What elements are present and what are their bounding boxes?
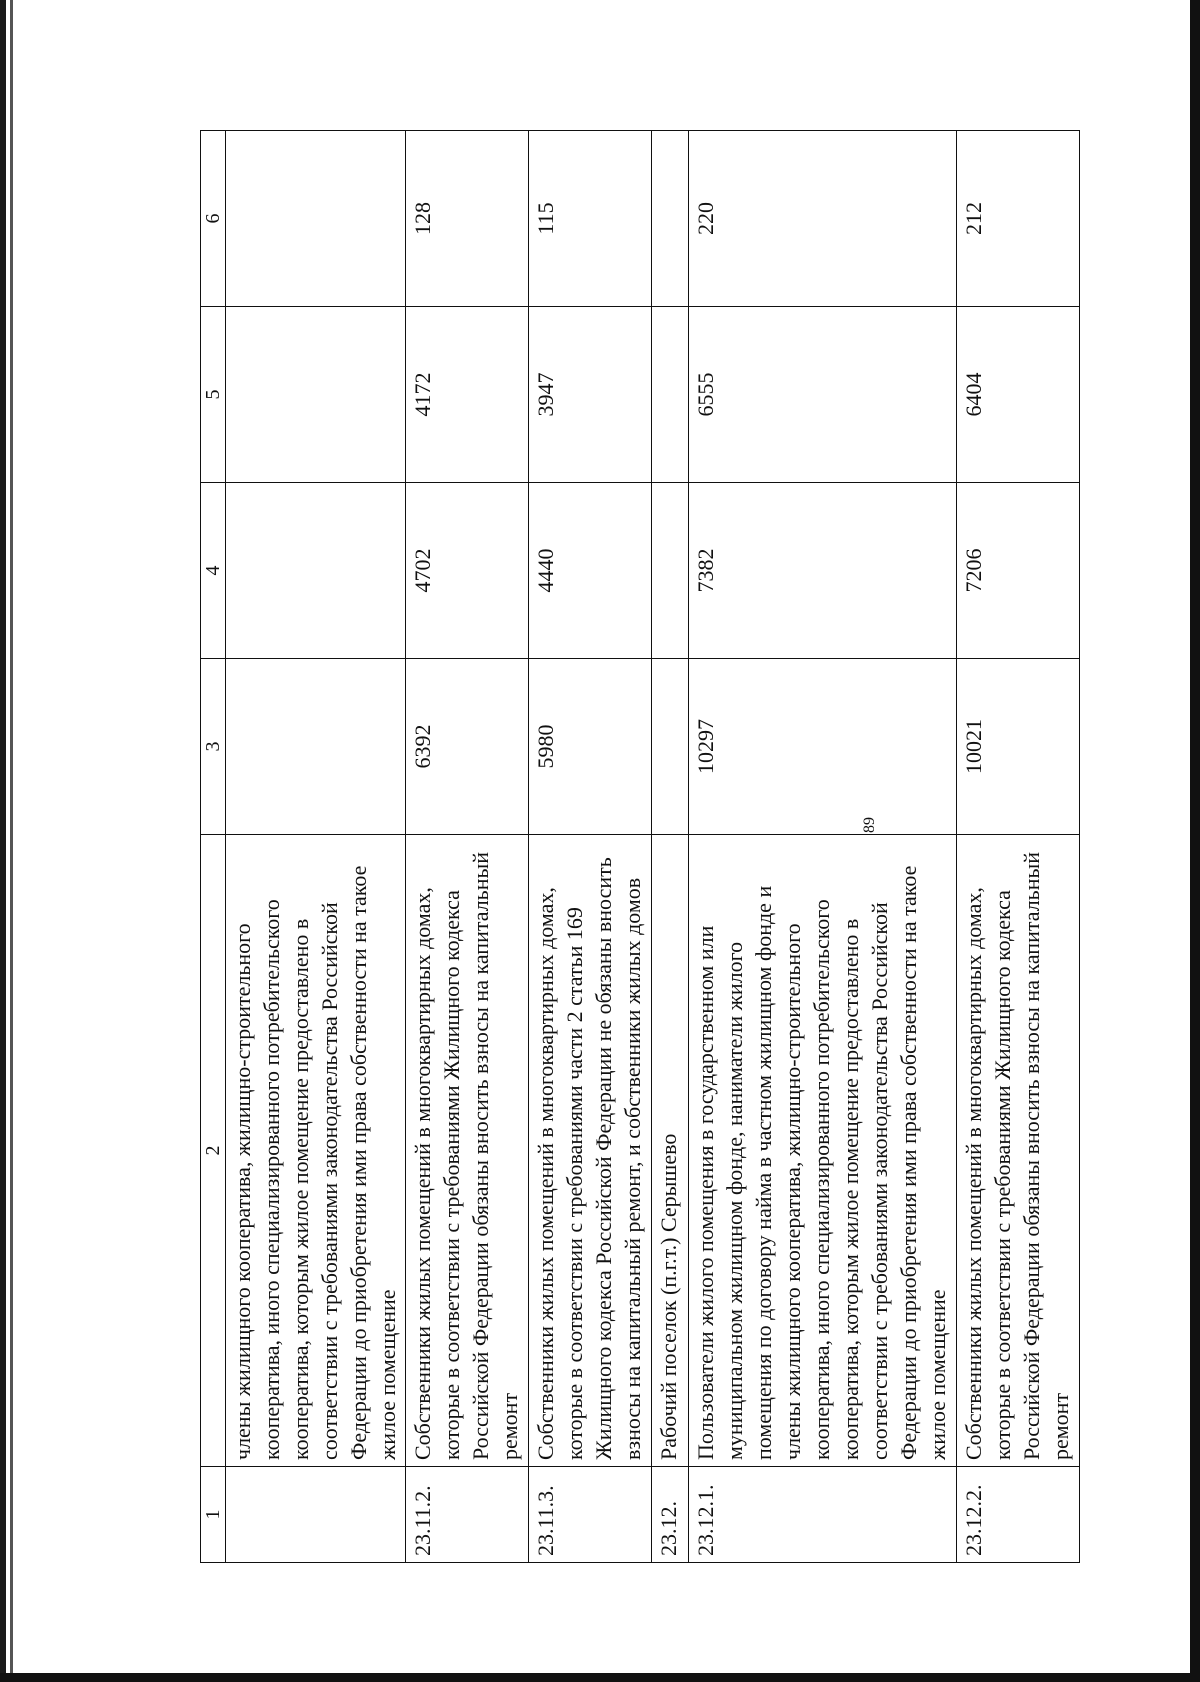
row-description: Рабочий поселок (п.г.т.) Серышево bbox=[652, 835, 688, 1467]
row-code: 23.11.2. bbox=[406, 1467, 529, 1563]
row-value-col6: 220 bbox=[688, 131, 956, 307]
row-value-col6 bbox=[652, 131, 688, 307]
scan-edge-left-inner bbox=[10, 0, 13, 1682]
row-description: члены жилищного кооператива, жилищно-строительного кооператива, иного специализированного потребительского кооператива, которым жилое помещение предоставлено в соответствии с требованиями законодательства Российской Федерации до приобретения ими права собственности на такое жилое помещение bbox=[226, 835, 406, 1467]
header-col-4: 4 bbox=[201, 483, 226, 659]
scan-edge-bottom bbox=[0, 1673, 1200, 1682]
rotated-table-container bbox=[200, 131, 1080, 1563]
row-code: 23.11.3. bbox=[529, 1467, 652, 1563]
row-value-col5 bbox=[652, 307, 688, 483]
row-code: 23.12. bbox=[652, 1467, 688, 1563]
row-value-col3: 5980 bbox=[529, 659, 652, 835]
header-col-6: 6 bbox=[201, 131, 226, 307]
row-value-col4: 7206 bbox=[956, 483, 1079, 659]
row-value-col6: 212 bbox=[956, 131, 1079, 307]
row-description: Собственники жилых помещений в многоквартирных домах, которые в соответствии с требованиями Жилищного кодекса Российской Федерации обязаны вносить взносы на капитальный ремонт bbox=[956, 835, 1079, 1467]
page-number: 89 bbox=[861, 817, 878, 833]
row-description: Собственники жилых помещений в многоквартирных домах, которые в соответствии с требованиями Жилищного кодекса Российской Федерации обязаны вносить взносы на капитальный ремонт bbox=[406, 835, 529, 1467]
row-value-col4 bbox=[226, 483, 406, 659]
row-value-col4: 4440 bbox=[529, 483, 652, 659]
scan-edge-right bbox=[1190, 0, 1200, 1682]
row-value-col5: 4172 bbox=[406, 307, 529, 483]
row-value-col6: 128 bbox=[406, 131, 529, 307]
row-value-col3: 6392 bbox=[406, 659, 529, 835]
header-col-3: 3 bbox=[201, 659, 226, 835]
row-code: 23.12.2. bbox=[956, 1467, 1079, 1563]
header-col-5: 5 bbox=[201, 307, 226, 483]
table-row bbox=[226, 131, 406, 1563]
row-value-col3: 10021 bbox=[956, 659, 1079, 835]
table-row bbox=[406, 131, 529, 1563]
table-row bbox=[652, 131, 688, 1563]
row-value-col6: 115 bbox=[529, 131, 652, 307]
row-description: Собственники жилых помещений в многоквартирных домах, которые в соответствии с требованиями части 2 статьи 169 Жилищного кодекса Российской Федерации не обязаны вносить взносы на капитальный ремонт, и собственники жилых домов bbox=[529, 835, 652, 1467]
row-value-col5: 6555 bbox=[688, 307, 956, 483]
row-value-col4 bbox=[652, 483, 688, 659]
row-value-col4: 7382 bbox=[688, 483, 956, 659]
table-row bbox=[529, 131, 652, 1563]
row-value-col6 bbox=[226, 131, 406, 307]
row-code: 23.12.1. bbox=[688, 1467, 956, 1563]
header-col-1: 1 bbox=[201, 1467, 226, 1563]
table-row bbox=[688, 131, 956, 1563]
header-col-2: 2 bbox=[201, 835, 226, 1467]
row-value-col3: 10297 bbox=[688, 659, 956, 835]
table-row bbox=[956, 131, 1079, 1563]
row-value-col3 bbox=[226, 659, 406, 835]
table-header-row bbox=[201, 131, 226, 1563]
scan-edge-left bbox=[0, 0, 6, 1682]
row-value-col5: 3947 bbox=[529, 307, 652, 483]
row-value-col5 bbox=[226, 307, 406, 483]
row-description: Пользователи жилого помещения в государственном или муниципальном жилищном фонде, наниматели жилого помещения по договору найма в частном жилищном фонде и члены жилищного кооператива, жилищно-строительного кооператива, иного специализированного потребительского кооператива, которым жилое помещение предоставлено в соответствии с требованиями законодательства Российской Федерации до приобретения ими права собственности на такое жилое помещение bbox=[688, 835, 956, 1467]
row-value-col3 bbox=[652, 659, 688, 835]
row-code bbox=[226, 1467, 406, 1563]
tariff-table bbox=[200, 130, 1080, 1563]
row-value-col5: 6404 bbox=[956, 307, 1079, 483]
row-value-col4: 4702 bbox=[406, 483, 529, 659]
